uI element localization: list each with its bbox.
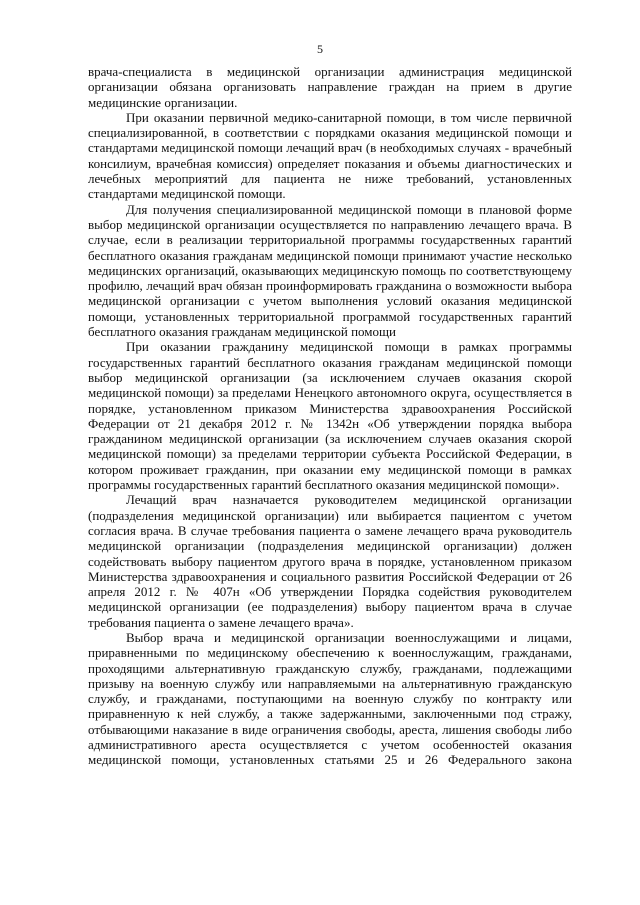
paragraph-primary-care: При оказании первичной медико-санитарной помощи, в том числе первичной специализированной, в соответствии с порядками оказания медицинской помощи и стандартами медицинской помощи лечащий врач (в необходимых случаях - врачебный консилиум, врачебная комиссия) определяет показания и объемы диагностических и лечебных мероприятий для пациента не ниже требований, установленных стандартами медицинской помощи. <box>88 109 572 202</box>
paragraph-continuation: врача-специалиста в медицинской организации администрация медицинской организации обязана организовать направление граждан на прием в другие медицинские организации. <box>88 64 572 110</box>
document-body <box>88 64 572 768</box>
paragraph-attending-physician: Лечащий врач назначается руководителем медицинской организации (подразделения медицинской организации) или выбирается пациентом с учетом согласия врача. В случае требования пациента о замене лечащего врача руководитель медицинской организации (подразделения медицинской организации) должен содействовать выбору пациентом другого врача в порядке, установленном приказом Министерства здравоохранения и социального развития Российской Федерации от 26 апреля 2012 г. № 407н «Об утверждении Порядка содействия руководителем медицинской организации (ее подразделения) выбору пациентом врача в случае требования пациента о замене лечащего врача». <box>88 492 572 630</box>
paragraph-specialized-care: Для получения специализированной медицинской помощи в плановой форме выбор медицинской организации осуществляется по направлению лечащего врача. В случае, если в реализации территориальной программы государственных гарантий бесплатного оказания гражданам медицинской помощи принимают участие несколько медицинских организаций, оказывающих медицинскую помощь по соответствующему профилю, лечащий врач обязан проинформировать гражданина о возможности выбора медицинской организации с учетом выполнения условий оказания медицинской помощи, установленных территориальной программой государственных гарантий бесплатного оказания гражданам медицинской помощи <box>88 201 572 340</box>
paragraph-outside-region: При оказании гражданину медицинской помощи в рамках программы государственных гарантий бесплатного оказания гражданам медицинской помощи выбор медицинской организации (за исключением случаев оказания скорой медицинской помощи) за пределами Ненецкого автономного округа, осуществляется в порядке, установленном приказом Министерства здравоохранения Российской Федерации от 21 декабря 2012 г. № 1342н «Об утверждении порядка выбора гражданином медицинской организации (за исключением случаев оказания скорой медицинской помощи) за пределами территории субъекта Российской Федерации, в котором проживает гражданин, при оказании ему медицинской помощи в рамках программы государственных гарантий бесплатного оказания медицинской помощи». <box>88 339 572 493</box>
paragraph-military-personnel: Выбор врача и медицинской организации военнослужащими и лицами, приравненными по медицинскому обеспечению к военнослужащим, гражданами, проходящими альтернативную гражданскую службу, гражданами, подлежащими призыву на военную службу или направляемыми на альтернативную гражданскую службу, и гражданами, поступающими на военную службу по контракту или приравненную к ней службу, а также задержанными, заключенными под стражу, отбывающими наказание в виде ограничения свободы, ареста, лишения свободы либо административного ареста осуществляется с учетом особенностей оказания медицинской помощи, установленных статьями 25 и 26 Федерального закона <box>88 629 572 768</box>
page-number: 5 <box>317 42 323 56</box>
